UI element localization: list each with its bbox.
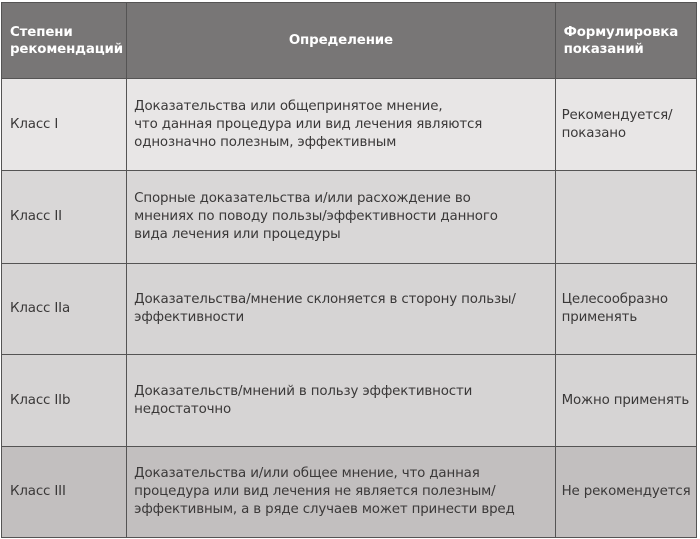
- wording-cell: [555, 171, 696, 264]
- wording-line: Не рекомендуется: [561, 484, 691, 499]
- header-indication-wording: [555, 3, 696, 79]
- table-body: [2, 79, 697, 538]
- header-definition: [127, 3, 555, 79]
- header-recommendation-classes: [2, 3, 127, 79]
- definition-line: вида лечения или процедуры: [134, 227, 341, 242]
- definition-cell: [127, 355, 555, 447]
- header-line: Степени: [10, 24, 73, 40]
- header-line: Определение: [288, 33, 393, 48]
- definition-line: мнениях по поводу пользы/эффективности данного: [134, 209, 498, 224]
- definition-line: Спорные доказательства и/или расхождение во: [134, 191, 471, 206]
- class-cell: Класс III: [2, 447, 127, 538]
- wording-line: показано: [561, 125, 626, 141]
- table-header: [2, 3, 697, 79]
- wording-line: Целесообразно: [561, 292, 668, 307]
- definition-line: эффективности: [134, 310, 245, 325]
- wording-line: Можно применять: [561, 392, 690, 408]
- definition-line: недостаточно: [134, 401, 232, 417]
- header-line: Формулировка: [563, 24, 679, 40]
- definition-cell: [127, 264, 555, 355]
- definition-cell: [127, 171, 555, 264]
- class-cell: Класс II: [2, 171, 127, 264]
- table-row: [2, 264, 697, 355]
- wording-cell: [555, 264, 696, 355]
- wording-line: Рекомендуется/: [561, 107, 673, 123]
- definition-line: Доказательства и/или общее мнение, что данная: [134, 466, 480, 481]
- header-line: показаний: [563, 41, 644, 57]
- definition-line: эффективным, а в ряде случаев может принести вред: [134, 502, 515, 517]
- definition-line: Доказательства/мнение склоняется в сторону пользы/: [134, 292, 516, 307]
- wording-cell: [555, 355, 696, 447]
- definition-line: Доказательств/мнений в пользу эффективности: [134, 383, 473, 399]
- class-cell: Класс IIa: [2, 264, 127, 355]
- definition-cell: [127, 79, 555, 171]
- wording-cell: [555, 79, 696, 171]
- definition-line: что данная процедура или вид лечения являются: [134, 116, 483, 132]
- wording-cell: [555, 447, 696, 538]
- header-row: [2, 3, 697, 79]
- table-row: [2, 447, 697, 538]
- table-row: [2, 171, 697, 264]
- table-row: [2, 79, 697, 171]
- class-cell: Класс IIb: [2, 355, 127, 447]
- wording-line: применять: [561, 310, 638, 325]
- class-cell: Класс I: [2, 79, 127, 171]
- header-line: рекомендаций: [10, 41, 123, 57]
- definition-line: процедура или вид лечения не является полезным/: [134, 484, 496, 499]
- definition-cell: [127, 447, 555, 538]
- table-row: [2, 355, 697, 447]
- definition-line: Доказательства или общепринятое мнение,: [134, 98, 443, 114]
- definition-line: однозначно полезным, эффективным: [134, 134, 397, 150]
- recommendation-classes-table: [1, 2, 697, 538]
